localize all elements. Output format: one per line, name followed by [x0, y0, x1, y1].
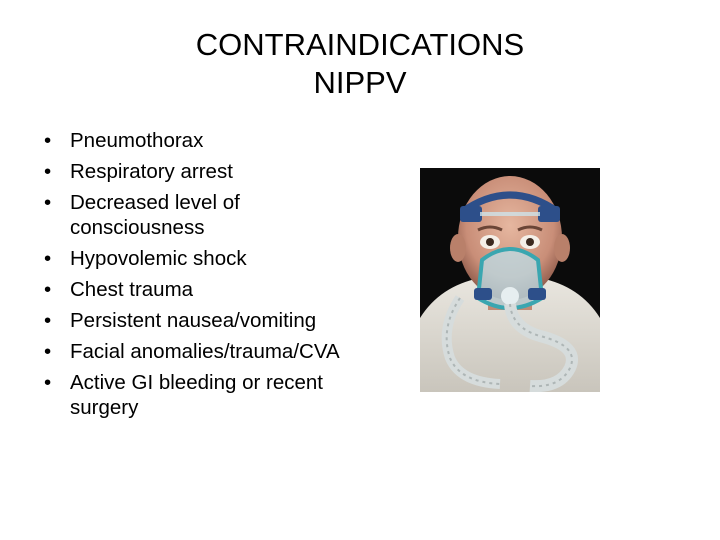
bullet-icon: • [44, 278, 52, 301]
bullet-icon: • [44, 309, 52, 332]
bullet-icon: • [44, 191, 52, 214]
list-item [44, 370, 344, 420]
patient-with-mask-image [420, 168, 600, 392]
title-line-2: NIPPV [313, 65, 407, 100]
list-item [44, 308, 344, 333]
bullet-icon: • [44, 340, 52, 363]
list-item [44, 128, 344, 153]
bullet-icon: • [44, 129, 52, 152]
bullet-icon: • [44, 371, 52, 394]
cpap-mask-patient-photo [420, 168, 600, 392]
bullet-icon: • [44, 247, 52, 270]
list-item [44, 339, 344, 364]
bullet-icon: • [44, 160, 52, 183]
list-item-text: Respiratory arrest [70, 160, 233, 183]
list-item-text: Active GI bleeding or recent surgery [70, 371, 323, 419]
list-item-text: Decreased level of consciousness [70, 191, 240, 239]
slide-title [0, 26, 720, 102]
list-item [44, 246, 344, 271]
list-item [44, 277, 344, 302]
list-item [44, 159, 344, 184]
list-item-text: Facial anomalies/trauma/CVA [70, 340, 340, 363]
list-item-text: Chest trauma [70, 278, 194, 301]
list-item [44, 190, 344, 240]
list-item-text: Pneumothorax [70, 129, 204, 152]
title-line-1: CONTRAINDICATIONS [195, 27, 525, 62]
contraindications-list [44, 128, 344, 426]
list-item-text: Persistent nausea/vomiting [70, 309, 317, 332]
list-item-text: Hypovolemic shock [70, 247, 247, 270]
